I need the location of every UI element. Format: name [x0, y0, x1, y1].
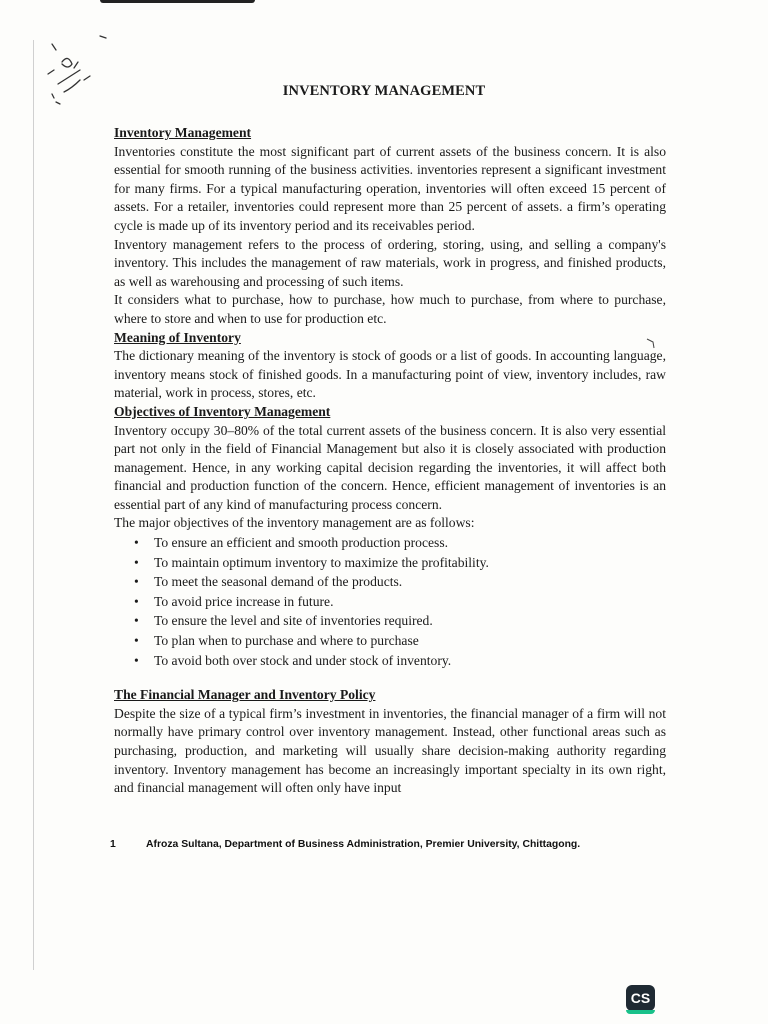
paragraph: Inventory occupy 30–80% of the total current assets of the business concern. It is also very essential part not only in the field of Financial Management but also it is closely associated with production management. Hence, in any working capital decision regarding the inventories, it will affect both financial and production function of the concern. Hence, efficient management of inventories is an essential part of any kind of manufacturing process concern.: [114, 422, 666, 512]
section-heading-objectives: Objectives of Inventory Management: [114, 403, 331, 419]
objectives-intro: The major objectives of the inventory management are as follows:: [114, 515, 475, 531]
bullet-icon: •: [134, 633, 139, 649]
list-item: • To plan when to purchase and where to purchase: [134, 631, 666, 651]
list-item: • To meet the seasonal demand of the products.: [134, 572, 666, 592]
document-body: [114, 124, 666, 798]
page-left-edge: [33, 40, 34, 970]
page-number: 1: [110, 839, 116, 850]
paragraph: It considers what to purchase, how to purchase, how much to purchase, from where to purchase, where to store and when to use for production etc.: [114, 292, 666, 326]
list-item: • To maintain optimum inventory to maximize the profitability.: [134, 553, 666, 573]
section-heading-financial-manager: The Financial Manager and Inventory Policy: [114, 687, 376, 703]
list-item: • To avoid both over stock and under stock of inventory.: [134, 651, 666, 671]
paragraph: Despite the size of a typical firm’s investment in inventories, the financial manager of a firm will not normally have primary control over inventory management. Instead, other functional areas such as purchasing, production, and marketing will usually share decision-making authority regarding inventory. Inventory management has become an increasingly important specialty in its own right, and financial management will often only have input: [114, 705, 666, 796]
top-edge-mark: [100, 0, 255, 3]
bullet-icon: •: [134, 593, 139, 609]
bullet-icon: •: [134, 554, 139, 570]
objectives-list: [114, 533, 666, 670]
list-item: • To ensure the level and site of inventories required.: [134, 611, 666, 631]
page-footer: [110, 839, 670, 850]
section-heading-meaning: Meaning of Inventory: [114, 329, 241, 345]
footer-credit: Afroza Sultana, Department of Business Administration, Premier University, Chittagong.: [146, 839, 581, 850]
document-title: INVENTORY MANAGEMENT: [282, 83, 486, 99]
camscanner-logo-icon: CS: [626, 985, 655, 1011]
list-item: • To avoid price increase in future.: [134, 592, 666, 612]
spacer: [114, 670, 666, 686]
section-heading-inventory-management: Inventory Management: [114, 125, 252, 140]
list-item: • To ensure an efficient and smooth production process.: [134, 533, 666, 553]
bullet-icon: •: [134, 652, 139, 668]
paragraph: Inventories constitute the most significant part of current assets of the business concern. It is also essential for smooth running of the business activities. inventories represent a significant investment for many firms. For a typical manufacturing operation, inventories will often exceed 15 percent of assets. For a retailer, inventories could represent more than 25 percent of assets. a firm’s operating cycle is made up of its inventory period and its receivables period.: [114, 143, 666, 233]
paragraph: Inventory management refers to the process of ordering, storing, using, and selling a company's inventory. This includes the management of raw materials, work in progress, and finished products, as well as warehousing and processing of such items.: [114, 236, 666, 289]
bullet-icon: •: [134, 535, 139, 551]
bullet-icon: •: [134, 613, 139, 629]
paragraph: The dictionary meaning of the inventory is stock of goods or a list of goods. In accounting language, inventory means stock of finished goods. In a manufacturing point of view, inventory includes, raw material, work in process, stores, etc.: [114, 348, 666, 401]
bullet-icon: •: [134, 574, 139, 590]
pen-scribble-mark: [44, 24, 114, 114]
